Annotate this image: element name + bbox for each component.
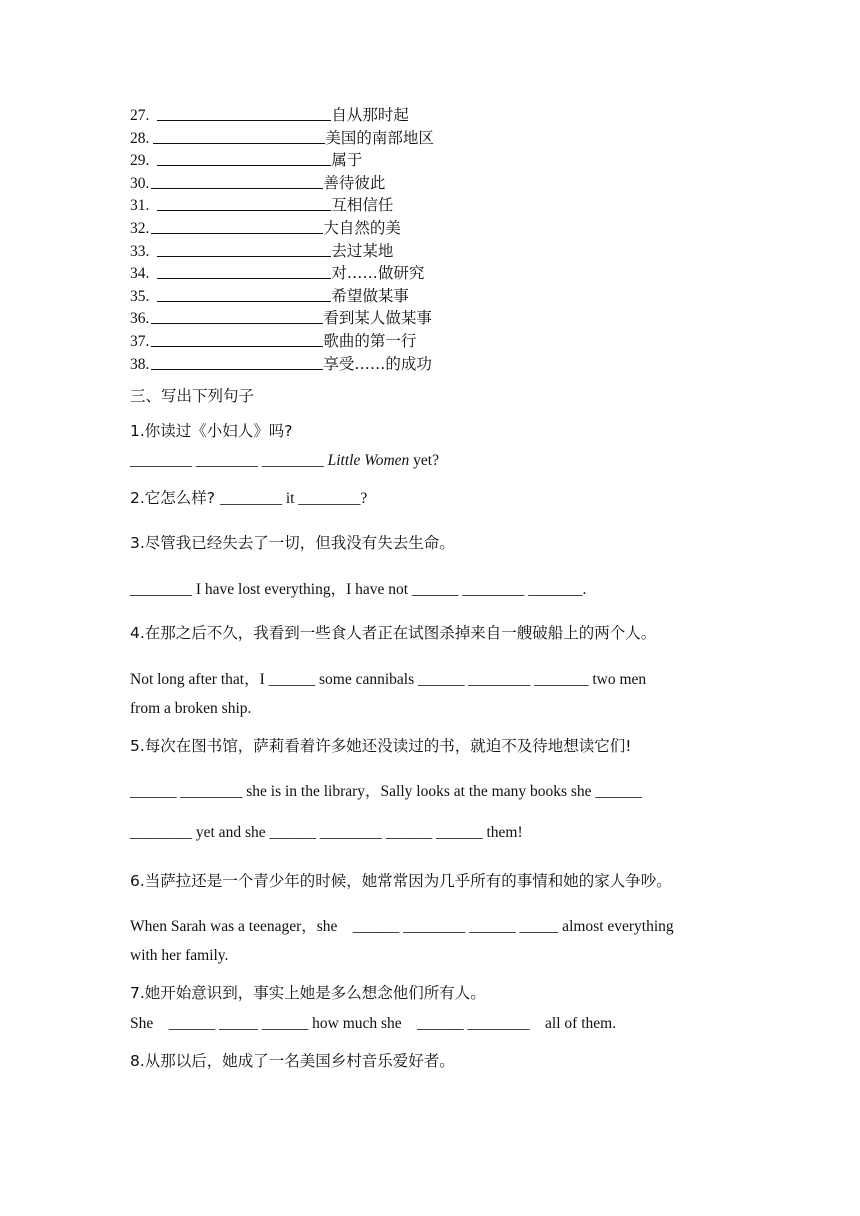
question-6-chinese: 6.当萨拉还是一个青少年的时候，她常常因为几乎所有的事情和她的家人争吵。 [130,872,672,890]
answer-blank[interactable] [151,354,323,370]
vocab-chinese: 享受……的成功 [323,354,432,373]
vocab-chinese: 歌曲的第一行 [323,331,417,350]
question-5-english-line-2: ________ yet and she ______ ________ ______ ______ them! [130,824,523,841]
vocab-number: 37. [130,332,150,350]
answer-blank[interactable] [157,286,331,302]
vocab-chinese: 善待彼此 [323,173,386,192]
vocab-item [130,149,434,172]
vocab-number: 34. [130,265,150,283]
vocab-number: 33. [130,242,150,260]
answer-blank[interactable] [157,195,331,211]
vocab-chinese: 看到某人做某事 [323,309,432,328]
vocab-chinese: 属于 [331,151,363,170]
vocab-item [130,285,434,308]
question-3-english: ________ I have lost everything，I have not ______ ________ _______. [130,581,587,598]
question-3-chinese: 3.尽管我已经失去了一切，但我没有失去生命。 [130,534,455,552]
vocab-item [130,104,434,127]
question-1-tail: yet? [409,452,439,469]
question-8-chinese: 8.从那以后，她成了一名美国乡村音乐爱好者。 [130,1052,455,1070]
question-4-english-line-2: from a broken ship. [130,700,252,717]
question-2-chinese: 2.它怎么样? [130,489,220,507]
answer-blank[interactable] [151,308,323,324]
answer-blank[interactable] [153,128,325,144]
question-4-chinese: 4.在那之后不久，我看到一些食人者正在试图杀掉来自一艘破船上的两个人。 [130,624,657,642]
vocab-item [130,172,434,195]
vocab-chinese: 大自然的美 [323,218,401,237]
vocab-chinese: 互相信任 [331,196,394,215]
vocab-item [130,217,434,240]
question-5-english-line-1: ______ ________ she is in the library，Sally looks at the many books she ______ [130,783,642,800]
vocab-number: 38. [130,355,150,373]
vocabulary-list [130,104,434,375]
answer-blank[interactable] [157,105,331,121]
answer-blank[interactable] [157,150,331,166]
section-heading: 三、写出下列句子 [130,387,255,405]
question-6-english-line-2: with her family. [130,947,229,964]
answer-blank[interactable] [157,241,331,257]
question-2-english: ________ it ________? [219,490,368,507]
answer-blank[interactable] [157,263,331,279]
vocab-chinese: 对……做研究 [331,264,425,283]
question-1-blanks: ________ ________ ________ [130,452,328,469]
question-1-english [130,452,439,470]
book-title: Little Women [327,452,410,469]
vocab-item [130,307,434,330]
answer-blank[interactable] [151,218,323,234]
vocab-number: 32. [130,219,150,237]
vocab-item [130,353,434,376]
question-7-chinese: 7.她开始意识到，事实上她是多么想念他们所有人。 [130,984,486,1002]
question-1-chinese: 1.你读过《小妇人》吗? [130,422,293,440]
vocab-number: 28. [130,129,150,147]
vocab-chinese: 美国的南部地区 [325,128,434,147]
vocab-item [130,262,434,285]
question-6-english-line-1: When Sarah was a teenager，she ______ ________ ______ _____ almost everything [130,918,674,935]
vocab-item [130,240,434,263]
vocab-chinese: 希望做某事 [331,286,409,305]
question-2 [130,486,367,508]
question-5-chinese: 5.每次在图书馆，萨莉看着许多她还没读过的书，就迫不及待地想读它们! [130,737,632,755]
vocab-number: 30. [130,174,150,192]
vocab-number: 31. [130,197,150,215]
vocab-number: 35. [130,287,150,305]
vocab-number: 27. [130,107,150,124]
vocab-item [130,194,434,217]
answer-blank[interactable] [151,173,323,189]
vocab-chinese: 自从那时起 [331,106,409,124]
vocab-number: 29. [130,152,150,170]
vocab-item [130,330,434,353]
question-4-english-line-1: Not long after that，I ______ some cannibals ______ ________ _______ two men [130,671,647,688]
vocab-chinese: 去过某地 [331,241,394,260]
vocab-number: 36. [130,310,150,328]
answer-blank[interactable] [151,331,323,347]
vocab-item [130,127,434,150]
question-7-english: She ______ _____ ______ how much she ______ ________ all of them. [130,1015,617,1032]
